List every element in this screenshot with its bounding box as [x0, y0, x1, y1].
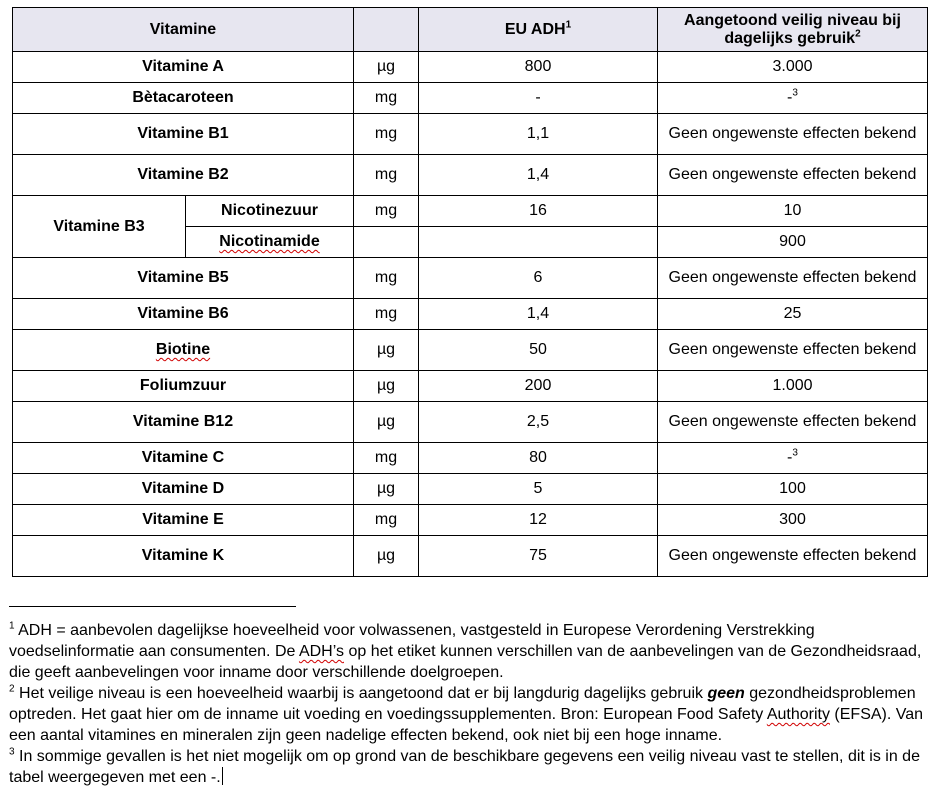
- vitamin-name: Foliumzuur: [13, 371, 354, 402]
- unit-cell: mg: [354, 114, 419, 155]
- sub-vitamin-name: Nicotinamide: [186, 227, 354, 258]
- table-row: [13, 474, 928, 505]
- vitamin-table: [12, 7, 928, 577]
- safe-cell: Geen ongewenste effecten bekend: [658, 258, 928, 299]
- adh-cell: 6: [419, 258, 658, 299]
- adh-cell: 200: [419, 371, 658, 402]
- table-row: [13, 83, 928, 114]
- unit-cell: µg: [354, 402, 419, 443]
- safe-cell: Geen ongewenste effecten bekend: [658, 330, 928, 371]
- safe-cell: Geen ongewenste effecten bekend: [658, 114, 928, 155]
- vitamin-name: Vitamine B6: [13, 299, 354, 330]
- adh-cell: 75: [419, 536, 658, 577]
- table-row: [13, 505, 928, 536]
- unit-cell: mg: [354, 505, 419, 536]
- footnote-3: $^3$ In sommige gevallen is het niet mogelijk om op grond van de beschikbare gegevens een veilig niveau vast te stellen, dit is in de tabel weergegeven met een -.: [9, 746, 920, 786]
- table-row: [13, 52, 928, 83]
- unit-cell: µg: [354, 536, 419, 577]
- vitamin-name: Vitamine D: [13, 474, 354, 505]
- vitamin-name: Vitamine B3: [13, 196, 186, 258]
- table-row: [13, 114, 928, 155]
- unit-cell: mg: [354, 83, 419, 114]
- adh-cell: 1,1: [419, 114, 658, 155]
- safe-cell: 300: [658, 505, 928, 536]
- table-row: [13, 299, 928, 330]
- unit-cell: mg: [354, 299, 419, 330]
- vitamin-name: Vitamine C: [13, 443, 354, 474]
- table-row: [13, 155, 928, 196]
- unit-cell: mg: [354, 155, 419, 196]
- footnote-separator: [9, 606, 296, 607]
- vitamin-name: Vitamine A: [13, 52, 354, 83]
- safe-cell: 3.000: [658, 52, 928, 83]
- table-row: [13, 258, 928, 299]
- adh-cell: 2,5: [419, 402, 658, 443]
- adh-cell: -: [419, 83, 658, 114]
- safe-cell: 10: [658, 196, 928, 227]
- unit-cell: µg: [354, 330, 419, 371]
- adh-cell: 12: [419, 505, 658, 536]
- header-safe-level: Aangetoond veilig niveau bij dagelijks gebruik$^2$: [658, 8, 928, 52]
- vitamin-name: Vitamine B5: [13, 258, 354, 299]
- unit-cell: mg: [354, 196, 419, 227]
- vitamin-name: Vitamine E: [13, 505, 354, 536]
- unit-cell: mg: [354, 258, 419, 299]
- vitamin-name: Vitamine B2: [13, 155, 354, 196]
- unit-cell: [354, 227, 419, 258]
- adh-cell: 16: [419, 196, 658, 227]
- vitamin-name: Bètacaroteen: [13, 83, 354, 114]
- unit-cell: µg: [354, 371, 419, 402]
- table-header-row: [13, 8, 928, 52]
- adh-cell: 1,4: [419, 155, 658, 196]
- table-row: [13, 196, 928, 227]
- safe-cell: Geen ongewenste effecten bekend: [658, 536, 928, 577]
- table-row: [13, 536, 928, 577]
- header-vitamine: Vitamine: [13, 8, 354, 52]
- safe-cell: Geen ongewenste effecten bekend: [658, 155, 928, 196]
- table-row: [13, 330, 928, 371]
- vitamin-name: Vitamine B12: [13, 402, 354, 443]
- header-adh: EU ADH$^1$: [419, 8, 658, 52]
- unit-cell: mg: [354, 443, 419, 474]
- adh-cell: 80: [419, 443, 658, 474]
- safe-cell: -$^3$: [658, 83, 928, 114]
- unit-cell: µg: [354, 52, 419, 83]
- unit-cell: µg: [354, 474, 419, 505]
- safe-cell: 25: [658, 299, 928, 330]
- footnote-2: $^2$ Het veilige niveau is een hoeveelheid waarbij is aangetoond dat er bij langdurig dagelijks gebruik geen gezondheidsproblemen optreden. Het gaat hier om de inname uit voeding en voedingssupplementen. Bron: European Food Safety Authority (EFSA). Van een aantal vitamines en mineralen zijn geen nadelige effecten bekend, ook niet bij een hoge inname.: [9, 683, 924, 744]
- adh-cell: 800: [419, 52, 658, 83]
- sub-vitamin-name: Nicotinezuur: [186, 196, 354, 227]
- adh-cell: 5: [419, 474, 658, 505]
- adh-cell: 50: [419, 330, 658, 371]
- text-cursor: [222, 767, 223, 785]
- footnotes: [9, 620, 929, 788]
- safe-cell: Geen ongewenste effecten bekend: [658, 402, 928, 443]
- footnote-1: $^1$ ADH = aanbevolen dagelijkse hoeveelheid voor volwassenen, vastgesteld in Europese Verordening Verstrekking voedselinformatie aan consumenten. De ADH’s op het etiket kunnen verschillen van de aanbevelingen van de Gezondheidsraad, die geeft aanbevelingen voor inname door verschillende doelgroepen.: [9, 620, 922, 681]
- vitamin-name: Vitamine B1: [13, 114, 354, 155]
- safe-cell: -$^3$: [658, 443, 928, 474]
- safe-cell: 900: [658, 227, 928, 258]
- adh-cell: [419, 227, 658, 258]
- header-unit: [354, 8, 419, 52]
- table-row: [13, 443, 928, 474]
- safe-cell: 1.000: [658, 371, 928, 402]
- safe-cell: 100: [658, 474, 928, 505]
- vitamin-name: Biotine: [13, 330, 354, 371]
- table-row: [13, 402, 928, 443]
- table-row: [13, 371, 928, 402]
- vitamin-name: Vitamine K: [13, 536, 354, 577]
- adh-cell: 1,4: [419, 299, 658, 330]
